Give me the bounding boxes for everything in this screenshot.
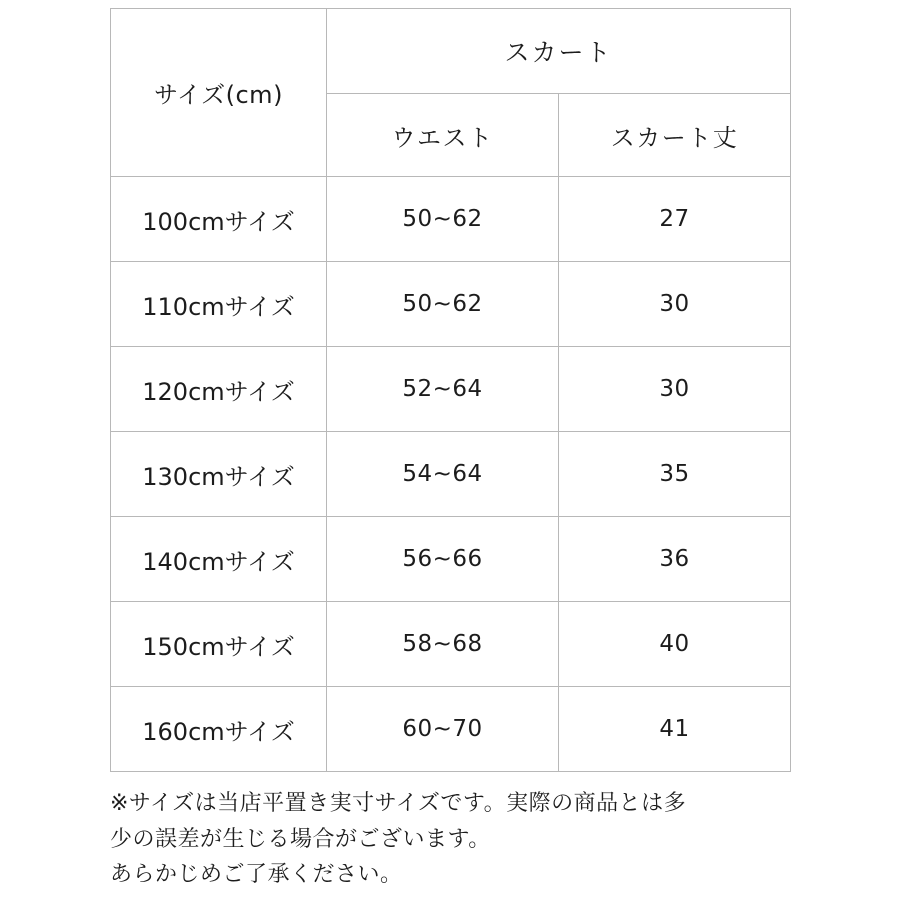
row-size-label: 140cmサイズ — [111, 517, 327, 602]
row-size-label: 150cmサイズ — [111, 602, 327, 687]
table-row — [111, 687, 791, 772]
row-size-label: 100cmサイズ — [111, 177, 327, 262]
row-length-value: 35 — [559, 432, 791, 517]
row-size-label: 120cmサイズ — [111, 347, 327, 432]
table-row — [111, 517, 791, 602]
header-skirt-length: スカート丈 — [559, 94, 791, 177]
table-row — [111, 262, 791, 347]
row-waist-value: 56~66 — [327, 517, 559, 602]
row-waist-value: 50~62 — [327, 177, 559, 262]
table-row — [111, 177, 791, 262]
row-waist-value: 54~64 — [327, 432, 559, 517]
row-waist-value: 50~62 — [327, 262, 559, 347]
table-row — [111, 347, 791, 432]
row-size-label: 130cmサイズ — [111, 432, 327, 517]
row-length-value: 40 — [559, 602, 791, 687]
row-length-value: 27 — [559, 177, 791, 262]
notes-block — [110, 786, 810, 893]
note-line-3: あらかじめご了承ください。 — [110, 862, 403, 888]
header-group-skirt: スカート — [327, 9, 791, 94]
row-length-value: 41 — [559, 687, 791, 772]
table-header-row-group — [111, 9, 791, 94]
row-size-label: 110cmサイズ — [111, 262, 327, 347]
row-waist-value: 60~70 — [327, 687, 559, 772]
row-size-label: 160cmサイズ — [111, 687, 327, 772]
note-line-1: ※サイズは当店平置き実寸サイズです。実際の商品とは多 — [110, 791, 687, 816]
row-length-value: 36 — [559, 517, 791, 602]
table-row — [111, 432, 791, 517]
row-waist-value: 58~68 — [327, 602, 559, 687]
header-size-label: サイズ(cm) — [111, 9, 327, 177]
row-length-value: 30 — [559, 347, 791, 432]
header-waist: ウエスト — [327, 94, 559, 177]
table-row — [111, 602, 791, 687]
size-table — [110, 8, 791, 772]
note-line-2: 少の誤差が生じる場合がございます。 — [110, 826, 491, 852]
row-waist-value: 52~64 — [327, 347, 559, 432]
row-length-value: 30 — [559, 262, 791, 347]
